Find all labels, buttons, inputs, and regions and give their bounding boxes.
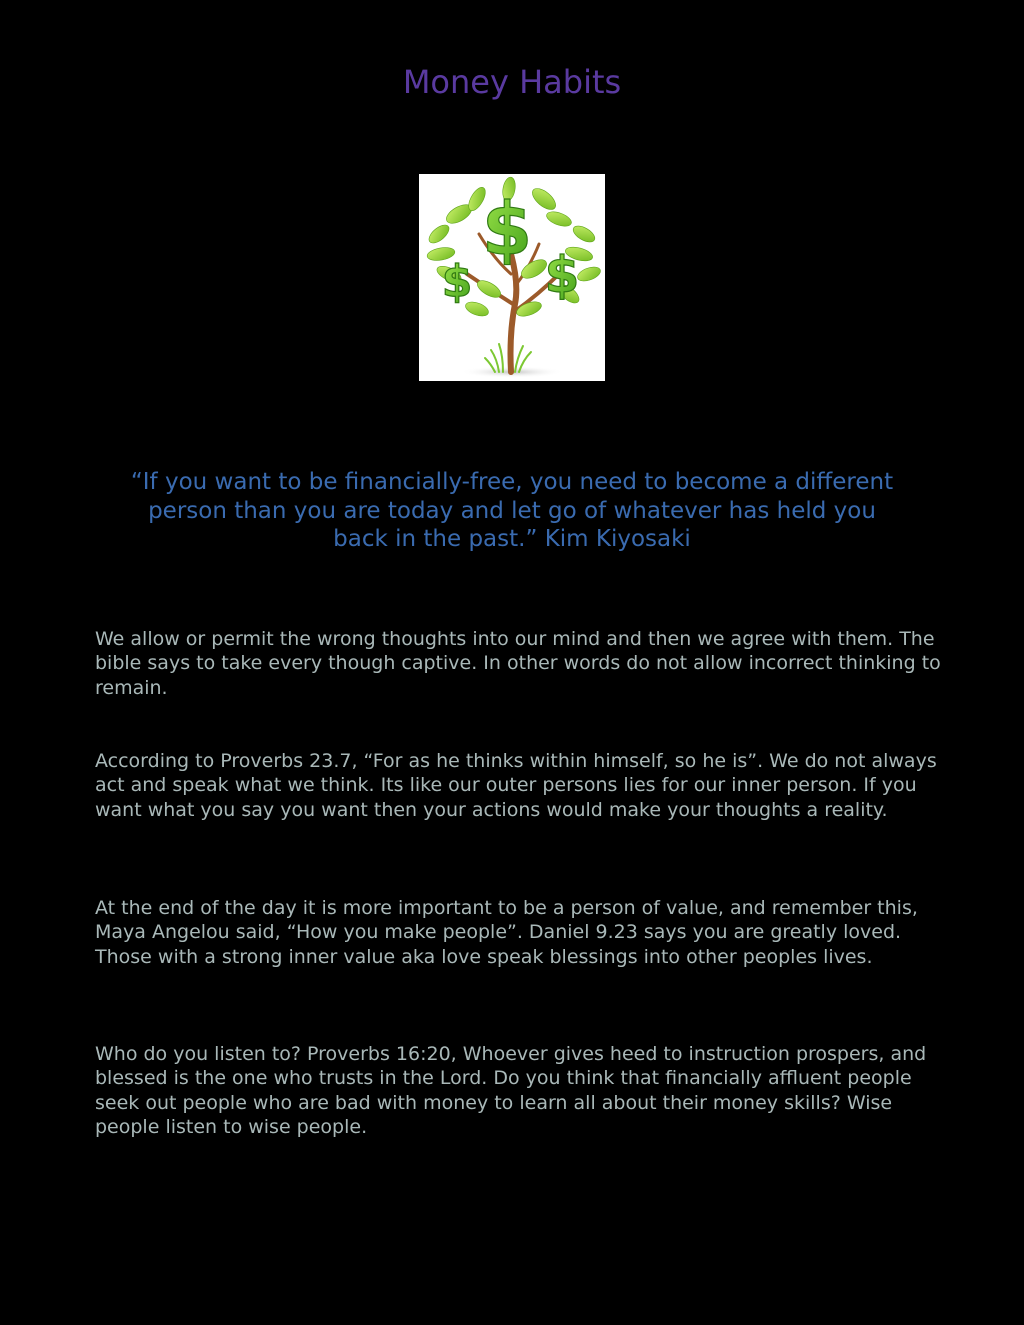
paragraph-4: Who do you listen to? Proverbs 16:20, Whoever gives heed to instruction prospers, and blessed is the one who trusts in the Lord. Do you think that financially affluent people seek out people who are bad with money to learn all about their money skills? Wise people listen to wise people. [95,1043,927,1139]
quote-text: “If you want to be financially-free, you need to become a different person than you are today and let go of whatever has held you back in the past.” Kim Kiyosaki [130,469,894,552]
svg-text:$: $ [441,256,473,307]
svg-text:$: $ [544,246,580,304]
paragraph-2: According to Proverbs 23.7, “For as he thinks within himself, so he is”. We do not always act and speak what we think. Its like our outer persons lies for our inner person. If you want what you say you want then your actions would make your thoughts a reality. [95,750,937,821]
paragraph-1: We allow or permit the wrong thoughts into our mind and then we agree with them. The bible says to take every though captive. In other words do not allow incorrect thinking to remain. [95,628,941,699]
money-tree-icon [419,174,605,381]
paragraph-3: At the end of the day it is more important to be a person of value, and remember this, Maya Angelou said, “How you make people”. Daniel 9.23 says you are greatly loved. Those with a strong inner value aka love speak blessings into other peoples lives. [95,897,918,968]
svg-text:$: $ [481,187,533,271]
page-title: Money Habits [402,63,622,101]
